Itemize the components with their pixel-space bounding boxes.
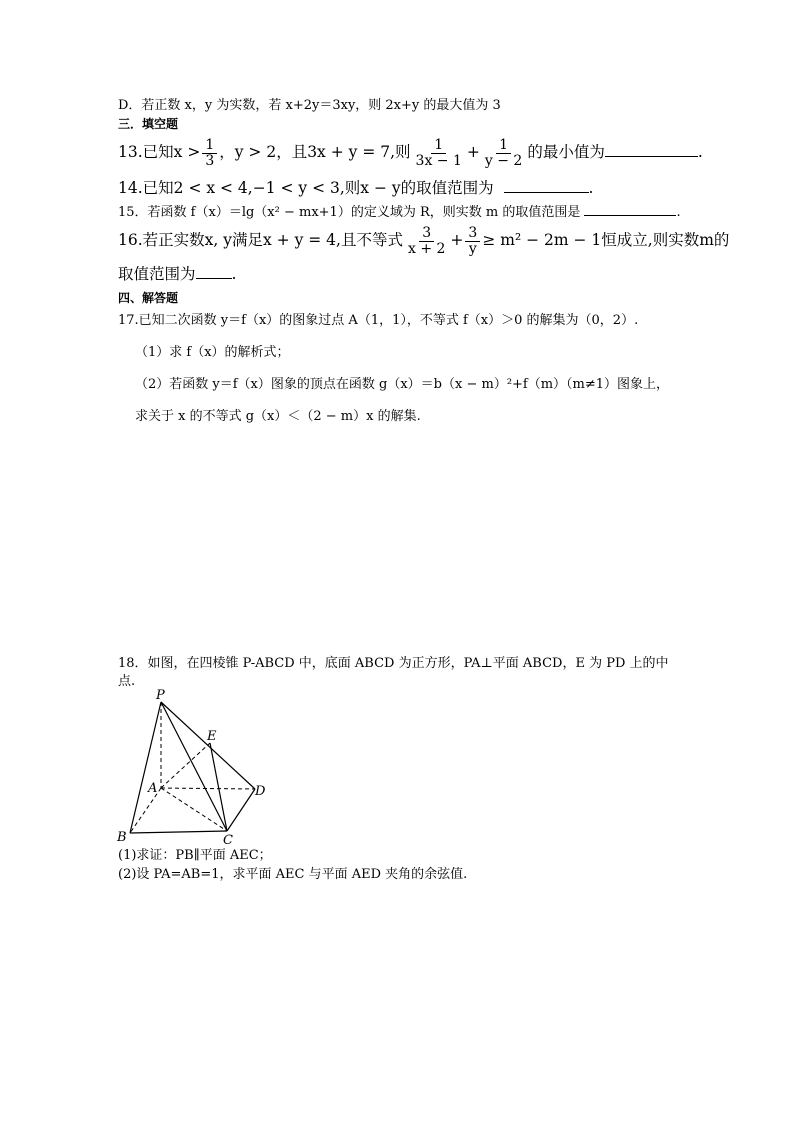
q14-text: 14.已知2 < x < 4,−1 < y < 3,则x − y的取值范围为 [118, 179, 494, 197]
q13-frac3-numerator: 1 [496, 138, 511, 154]
q16-frac-1 [405, 226, 448, 257]
question-18-part1: (1)求证：PB∥平面 AEC； [118, 848, 272, 863]
q16-plus: + [450, 231, 464, 249]
q13-plus: + [466, 143, 480, 161]
question-15 [118, 203, 681, 221]
question-16-line2 [118, 266, 236, 282]
question-18-stem-cont: 点. [118, 674, 136, 689]
edge-ec [210, 743, 227, 831]
edge-ad [161, 788, 255, 789]
q16-frac1-numerator: 3 [419, 226, 434, 242]
q13-frac-2 [413, 138, 465, 169]
q15-text: 15．若函数 f（x）＝lg（x² − mx+1）的定义域为 R，则实数 m 的取值范围是 [118, 205, 581, 220]
label-c: C [223, 833, 233, 848]
q16-frac-2 [465, 226, 480, 257]
label-e: E [207, 729, 217, 744]
q13-frac3-denominator: y − 2 [484, 152, 523, 169]
q13-frac1-numerator: 1 [202, 138, 217, 154]
question-17-part2-cont: 求关于 x 的不等式 g（x）＜（2 − m）x 的解集. [135, 409, 421, 424]
edge-cd [227, 789, 255, 831]
question-14 [118, 180, 593, 196]
question-18-stem: 18．如图，在四棱锥 P-ABCD 中，底面 ABCD 为正方形，PA⊥平面 ABCD，E 为 PD 上的中 [118, 656, 669, 671]
question-16 [118, 222, 729, 258]
q13-end: . [697, 143, 703, 161]
q13-answer-blank[interactable] [605, 144, 698, 157]
q13-text-a: 13.已知x > [118, 143, 201, 161]
section-answer-heading: 四、解答题 [118, 291, 179, 305]
edge-bc [130, 831, 227, 833]
section-fill-in-heading: 三．填空题 [118, 117, 179, 131]
pyramid-figure [110, 688, 280, 848]
question-13 [118, 134, 703, 170]
question-17-stem: 17.已知二次函数 y＝f（x）的图象过点 A（1，1），不等式 f（x）＞0 的解集为（0，2）. [118, 313, 639, 328]
q15-answer-blank[interactable] [584, 203, 676, 216]
q16-end: . [231, 265, 237, 283]
label-d: D [255, 784, 266, 799]
q16-frac2-numerator: 3 [465, 226, 480, 242]
q13-text-c: 的最小值为 [527, 143, 605, 161]
q15-end: . [676, 205, 681, 220]
edge-pc [161, 702, 227, 831]
question-17-part2: （2）若函数 y＝f（x）图象的顶点在函数 g（x）＝b（x − m）²+f（m）（m≠1）图象上， [135, 377, 670, 392]
q13-frac2-numerator: 1 [431, 138, 446, 154]
q13-frac-1-3 [202, 138, 217, 169]
q13-frac2-denominator: 3x − 1 [415, 152, 462, 169]
q14-end: . [588, 179, 594, 197]
option-d: D．若正数 x，y 为实数，若 x+2y＝3xy，则 2x+y 的最大值为 3 [118, 98, 501, 113]
q13-text-b: ，y > 2，且3x + y = 7,则 [219, 143, 411, 161]
q16-frac1-denominator: x + 2 [407, 240, 446, 257]
question-18-part2: (2)设 PA=AB=1，求平面 AEC 与平面 AED 夹角的余弦值. [118, 867, 468, 882]
q16-text-a: 16.若正实数x, y满足x + y = 4,且不等式 [118, 231, 403, 249]
label-a: A [148, 781, 158, 796]
label-b: B [117, 830, 127, 845]
q13-frac1-denominator: 3 [205, 152, 215, 169]
edge-ac [161, 788, 227, 831]
q16-frac2-denominator: y [468, 240, 477, 257]
edge-pb [130, 702, 161, 833]
q16-answer-blank[interactable] [196, 266, 232, 279]
q16-text-b: ≥ m² − 2m − 1恒成立,则实数m的 [482, 231, 730, 249]
label-p: P [156, 688, 165, 703]
question-17-part1: （1）求 f（x）的解析式； [135, 345, 290, 360]
q14-answer-blank[interactable] [504, 180, 589, 193]
q13-frac-3 [482, 138, 525, 169]
q16-line2-text: 取值范围为 [118, 265, 196, 283]
